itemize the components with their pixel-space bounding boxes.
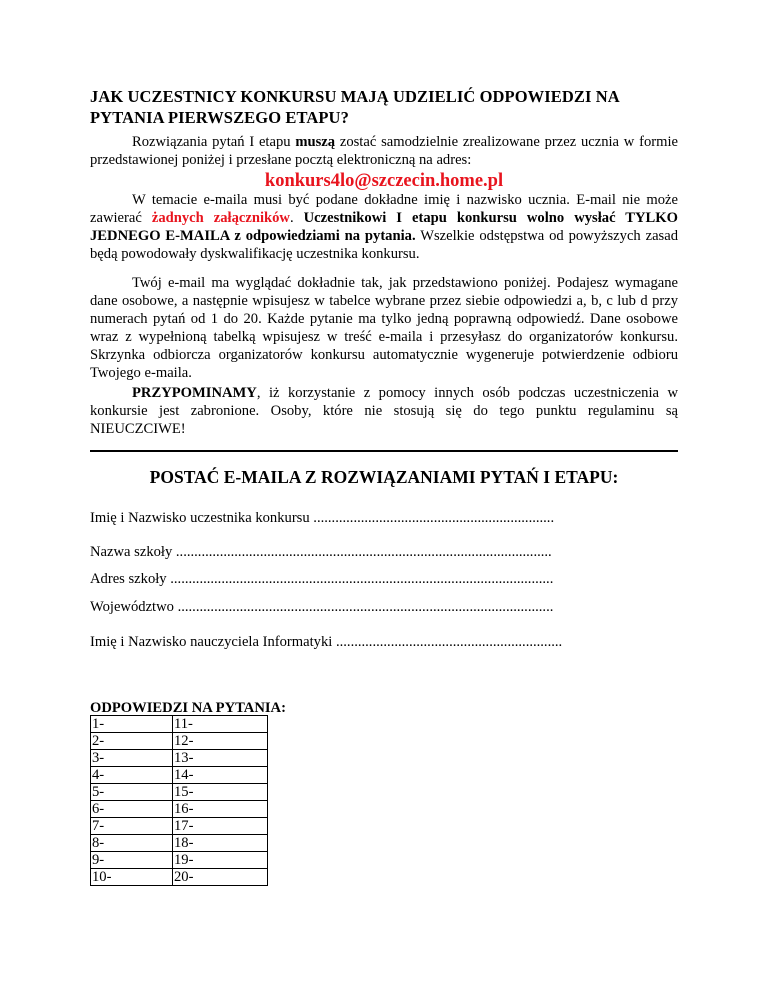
answer-cell-5: 5- — [91, 784, 173, 801]
para4-text-1: , iż korzystanie z pomocy innych osób podczas uczestniczenia w konkursie jest zabronione. Osoby, które nie stosują się do tego punktu regulaminu są NIEUCZCIWE! — [90, 385, 678, 437]
answer-cell-8: 8- — [91, 835, 173, 852]
answer-cell-18: 18- — [173, 835, 268, 852]
table-row — [91, 750, 268, 767]
table-row — [91, 716, 268, 733]
table-row — [91, 818, 268, 835]
table-row — [91, 784, 268, 801]
answer-cell-3: 3- — [91, 750, 173, 767]
no-attachments-warning: żadnych załączników — [151, 210, 290, 226]
answer-cell-13: 13- — [173, 750, 268, 767]
instructions-paragraph-2 — [90, 191, 678, 263]
answer-cell-20: 20- — [173, 869, 268, 886]
answer-cell-19: 19- — [173, 852, 268, 869]
answer-cell-16: 16- — [173, 801, 268, 818]
answer-cell-9: 9- — [91, 852, 173, 869]
field-school-name: Nazwa szkoły ....................................................................................................... — [90, 544, 552, 560]
para1-text-1: Rozwiązania pytań I etapu — [132, 134, 296, 150]
answer-cell-11: 11- — [173, 716, 268, 733]
answer-cell-10: 10- — [91, 869, 173, 886]
table-row — [91, 869, 268, 886]
instructions-paragraph-3: Twój e-mail ma wyglądać dokładnie tak, jak przedstawiono poniżej. Podajesz wymagane dane osobowe, a następnie wpisujesz w tabelce wybrane przez siebie odpowiedzi a, b, c lub d przy numerach pytań od 1 do 20. Każde pytanie ma tylko jedną poprawną odpowiedź. Dane osobowe wraz z wypełnioną tabelką wpisujesz w treść e-maila i przesyłasz do organizatorów konkursu. Skrzynka odbiorcza organizatorów konkursu automatycznie wygeneruje potwierdzenie odbioru Twojego e-maila. — [90, 275, 678, 381]
answer-cell-12: 12- — [173, 733, 268, 750]
para1-text-2: zostać samodzielnie zrealizowane przez ucznia w formie przedstawionej poniżej i przesłane pocztą elektroniczną na adres: — [90, 134, 679, 168]
field-teacher-name: Imię i Nazwisko nauczyciela Informatyki .............................................................. — [90, 634, 563, 650]
table-row — [91, 852, 268, 869]
answer-cell-2: 2- — [91, 733, 173, 750]
answer-cell-7: 7- — [91, 818, 173, 835]
answers-table — [90, 715, 268, 886]
field-voivodeship: Województwo ....................................................................................................... — [90, 599, 554, 615]
para2-text-3: Wszelkie odstępstwa od powyższych zasad będą powodowały dyskwalifikację uczestnika konkursu. — [90, 228, 678, 262]
reminder-label: PRZYPOMINAMY — [132, 385, 257, 401]
field-participant-name: Imię i Nazwisko uczestnika konkursu .................................................................. — [90, 510, 555, 526]
table-row — [91, 733, 268, 750]
contest-email-address: konkurs4lo@szczecin.home.pl — [264, 171, 504, 191]
para1-emphasis: muszą — [295, 134, 336, 150]
table-row — [91, 801, 268, 818]
table-row — [91, 835, 268, 852]
table-row — [91, 767, 268, 784]
section-divider — [90, 450, 678, 452]
answer-cell-14: 14- — [173, 767, 268, 784]
para2-text-2: . — [289, 210, 304, 226]
instructions-paragraph-1 — [90, 133, 678, 169]
instructions-paragraph-4 — [90, 384, 678, 438]
answer-cell-1: 1- — [91, 716, 173, 733]
answer-cell-6: 6- — [91, 801, 173, 818]
para2-text-1: W temacie e-maila musi być podane dokładne imię i nazwisko ucznia. E-mail nie może zawierać — [90, 192, 678, 226]
single-email-rule: Uczestnikowi I etapu konkursu wolno wysłać TYLKO JEDNEGO E-MAILA z odpowiedziami na pytania. — [90, 210, 678, 244]
page-heading: JAK UCZESTNICY KONKURSU MAJĄ UDZIELIĆ ODPOWIEDZI NA PYTANIA PIERWSZEGO ETAPU? — [90, 87, 619, 127]
answers-title: ODPOWIEDZI NA PYTANIA: — [90, 700, 286, 716]
field-school-address: Adres szkoły ......................................................................................................... — [90, 571, 554, 587]
answer-cell-4: 4- — [91, 767, 173, 784]
answer-cell-17: 17- — [173, 818, 268, 835]
form-heading: POSTAĆ E-MAILA Z ROZWIĄZANIAMI PYTAŃ I ETAPU: — [149, 467, 619, 487]
answer-cell-15: 15- — [173, 784, 268, 801]
